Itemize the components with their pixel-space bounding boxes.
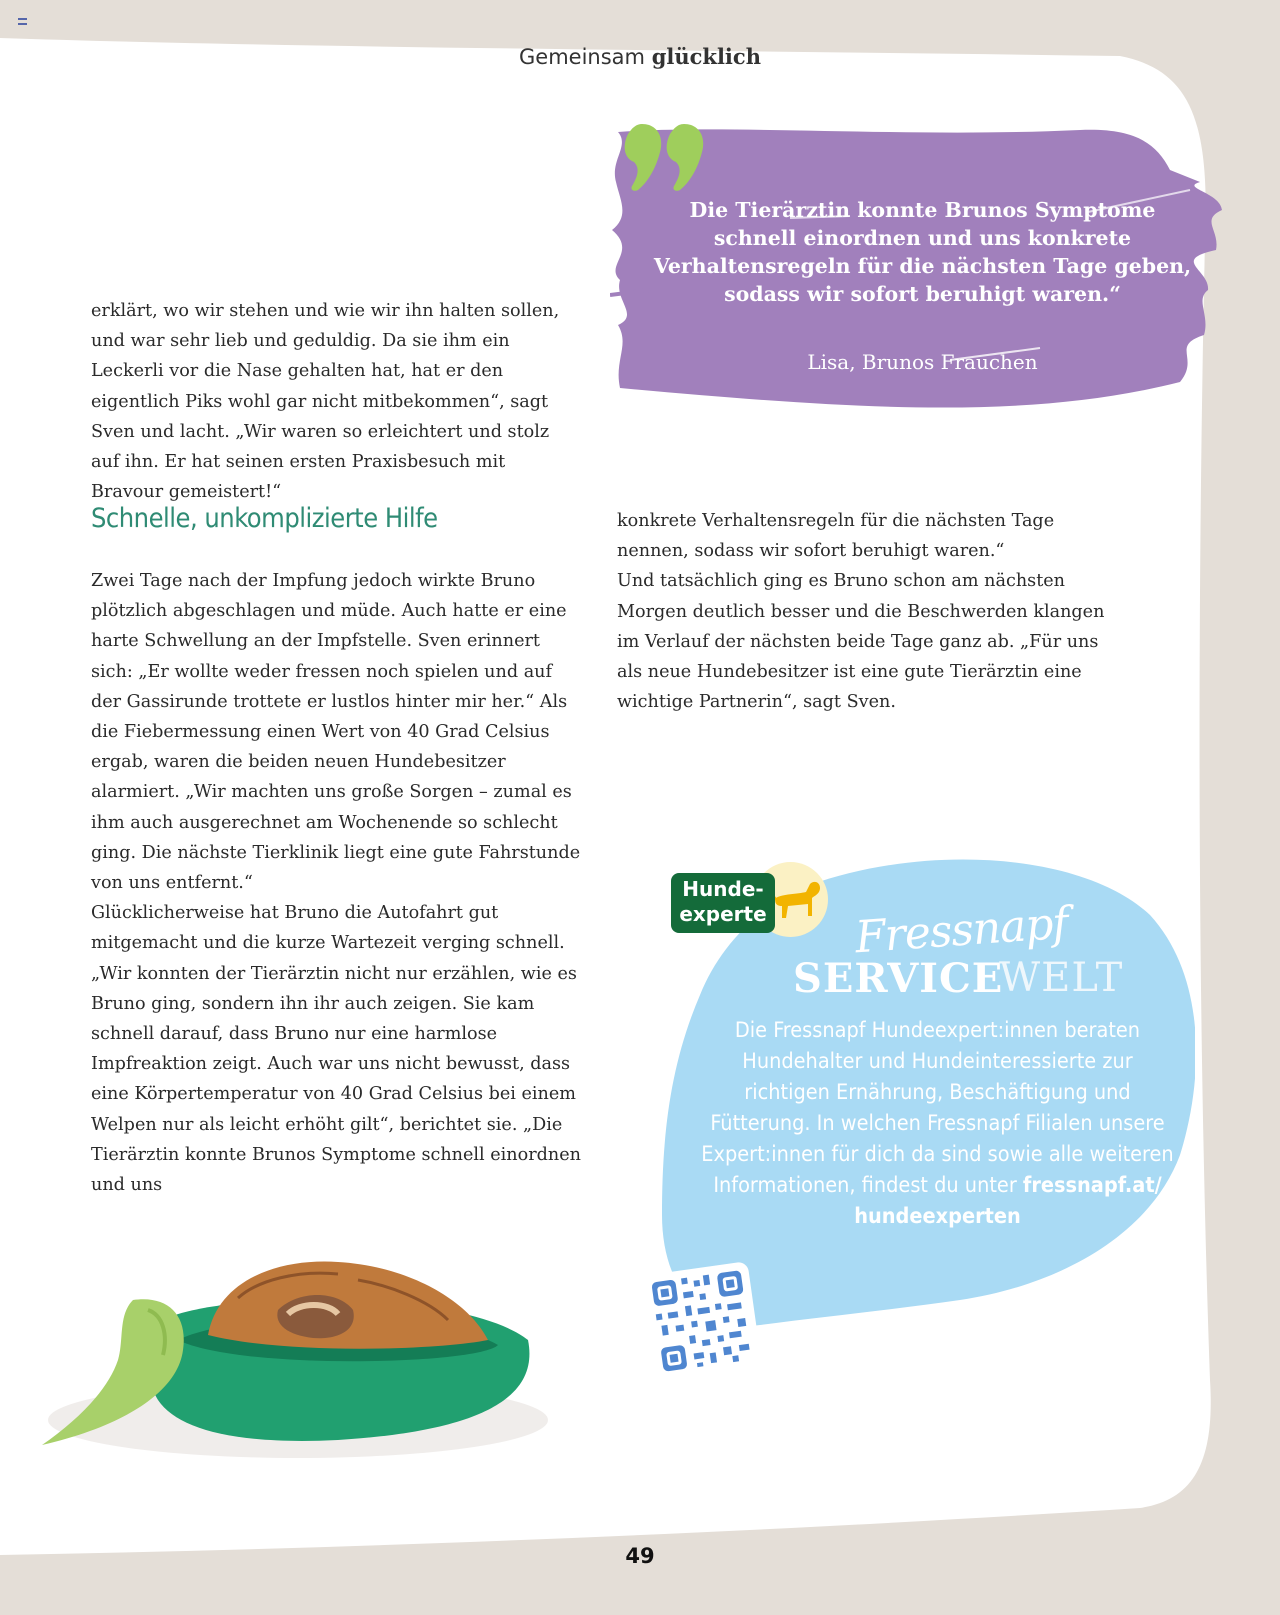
service-link[interactable]: fressnapf.at/ hundeexperten — [854, 1173, 1162, 1229]
paragraph: konkrete Verhaltensregeln für die nächsten Tage nennen, sodass wir sofort beruhigt waren.“ — [617, 511, 1055, 562]
dog-in-bed-illustration — [38, 1240, 548, 1485]
paragraph: Und tatsächlich ging es Bruno schon am nächsten Morgen deutlich besser und die Beschwerden klangen im Verlauf der nächsten beide Tage ganz ab. „Für uns als neue Hundebesitzer ist eine gute Tierärztin eine wichtige Partnerin“, sagt Sven. — [617, 571, 1105, 713]
paragraph: Glücklicherweise hat Bruno die Autofahrt gut mitgemacht und die kurze Wartezeit verging schnell. „Wir konnten der Tierärztin nicht nur erzählen, wie es Bruno ging, sondern ihn ihr auch zeigen. Sie kam schnell darauf, dass Bruno nur eine harmlose Impfreaktion zeigt. Auch war uns nicht bewusst, dass eine Körpertemperatur von 40 Grad Celsius bei einem Welpen nur als leicht erhöht gilt“, berichtet sie. „Die Tierärztin konnte Brunos Symptome schnell einordnen und uns — [91, 903, 581, 1196]
service-text — [700, 1015, 1175, 1232]
article-column-right — [617, 506, 1107, 717]
title-bold: glücklich — [651, 44, 761, 69]
dog-icon — [768, 872, 824, 928]
page-number: 49 — [625, 1544, 655, 1568]
hundeexperte-badge — [671, 873, 775, 933]
quote-text: Die Tierärztin konnte Brunos Symptome schnell einordnen und uns konkrete Verhaltensregeln für die nächsten Tage geben, sodass wir sofort beruhigt waren.“ — [653, 198, 1192, 306]
badge-line-2: experte — [679, 902, 767, 926]
paragraph: erklärt, wo wir stehen und wie wir ihn halten sollen, und war sehr lieb und geduldig. Da sie ihm ein Leckerli vor die Nase gehalten hat, hat er den eigentlich Piks wohl gar nicht mitbekommen“, sagt Sven und lacht. „Wir waren so erleichtert und stolz auf ihn. Er hat seinen ersten Praxisbesuch mit Bravour gemeistert!“ — [91, 301, 560, 503]
pull-quote — [610, 120, 1230, 430]
brand-welt-word: WELT — [999, 955, 1124, 1001]
qr-code-icon[interactable] — [643, 1258, 761, 1382]
section-heading: Schnelle, unkomplizierte Hilfe — [91, 503, 438, 534]
page-title — [0, 44, 1280, 69]
paragraph: Zwei Tage nach der Impfung jedoch wirkte Bruno plötzlich abgeschlagen und müde. Auch hatte er eine harte Schwellung an der Impfstelle. Sven erinnert sich: „Er wollte weder fressen noch spielen und auf der Gassirunde trottete er lustlos hinter mir her.“ Als die Fiebermessung einen Wert von 40 Grad Celsius ergab, waren die beiden neuen Hundebesitzer alarmiert. „Wir machten uns große Sorgen – zumal es ihm auch ausgerechnet am Wochenende so schlecht ging. Die nächste Tierklinik liegt eine gute Fahrstunde von uns entfernt.“ — [91, 571, 581, 894]
menu-icon[interactable] — [18, 18, 27, 25]
title-regular: Gemeinsam — [519, 45, 645, 69]
brand-service-word: SERVICE — [793, 955, 1004, 1002]
brand-logo-fressnapf: Fressnapf — [853, 897, 1070, 964]
service-description: Die Fressnapf Hundeexpert:innen beraten Hundehalter und Hundeinteressierte zur richtigen Ernährung, Beschäftigung und Fütterung. In welchen Fressnapf Filialen unsere Expert:innen für dich da sind sowie alle weiteren Informationen, findest du unter — [701, 1018, 1174, 1198]
article-column-left — [91, 566, 581, 1200]
badge-line-1: Hunde- — [682, 877, 764, 901]
quote-author: Lisa, Brunos Frauchen — [807, 350, 1038, 374]
article-column-left-top — [91, 296, 581, 507]
quote-mark-icon — [620, 120, 720, 200]
